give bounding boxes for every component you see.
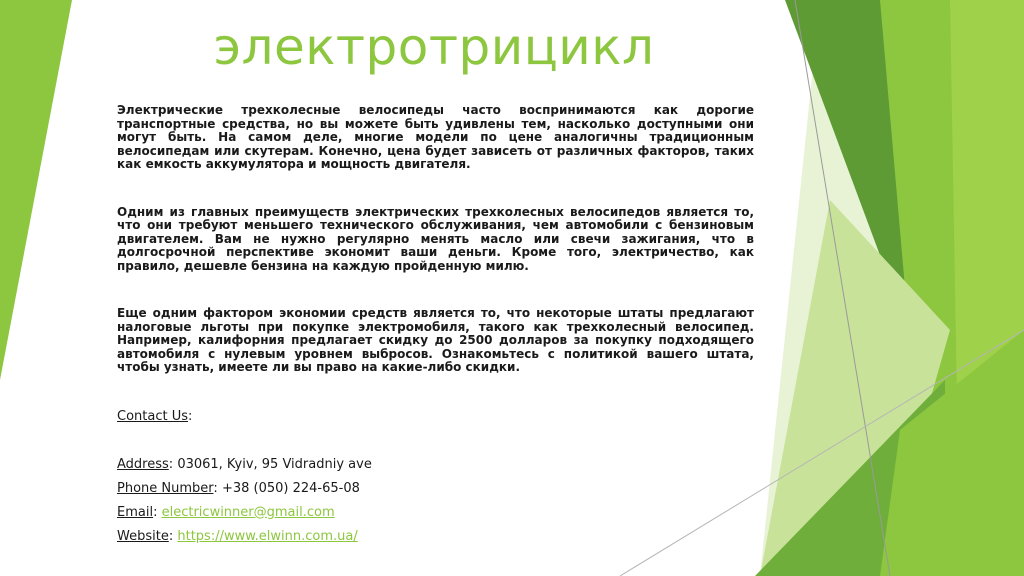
colon: : (188, 408, 193, 424)
paragraph-tax: Еще одним фактором экономии средств является то, что некоторые штаты предлагают налоговые льготы при покупке электромобиля, такого как трехколесный велосипед. Например, калифорния предлагает скидку до 2500 долларов за покупку подходящего автомобиля с нулевым уровнем выбросов. Ознакомьтесь с политикой вашего штата, чтобы узнать, имеете ли вы право на какие-либо скидки. (117, 306, 754, 374)
slide-title: электротрицикл (213, 18, 655, 76)
address-row (117, 457, 754, 472)
contact-heading-row (117, 409, 754, 424)
phone-row (117, 481, 754, 496)
address-value: 03061, Kyiv, 95 Vidradniy ave (177, 456, 372, 472)
phone-label: Phone Number (117, 480, 214, 496)
website-label: Website (117, 528, 169, 544)
colon: : (153, 504, 158, 520)
email-row (117, 505, 754, 520)
phone-value: +38 (050) 224-65-08 (221, 480, 360, 496)
colon: : (168, 528, 174, 544)
website-row (117, 529, 754, 544)
website-link[interactable]: https://www.elwinn.com.ua/ (177, 528, 358, 544)
slide-content (117, 104, 754, 544)
colon: : (213, 480, 218, 496)
colon: : (168, 456, 174, 472)
email-label: Email (117, 504, 154, 520)
contact-heading: Contact Us (117, 408, 188, 424)
email-link[interactable]: electricwinner@gmail.com (161, 504, 335, 520)
paragraph-maintenance: Одним из главных преимуществ электрических трехколесных велосипедов является то, что они требуют меньшего технического обслуживания, чем автомобили с бензиновым двигателем. Вам не нужно регулярно менять масло или свечи зажигания, что в долгосрочной перспективе экономит ваши деньги. Кроме того, электричество, как правило, дешевле бензина на каждую пройденную милю. (117, 204, 754, 273)
address-label: Address (117, 456, 169, 472)
paragraph-price: Электрические трехколесные велосипеды часто воспринимаются как дорогие транспортные средства, но вы можете быть удивлены тем, насколько доступными они могут быть. На самом деле, многие модели по цене аналогичны традиционным велосипедам или скутерам. Конечно, цена будет зависеть от различных факторов, таких как емкость аккумулятора и мощность двигателя. (117, 103, 754, 171)
